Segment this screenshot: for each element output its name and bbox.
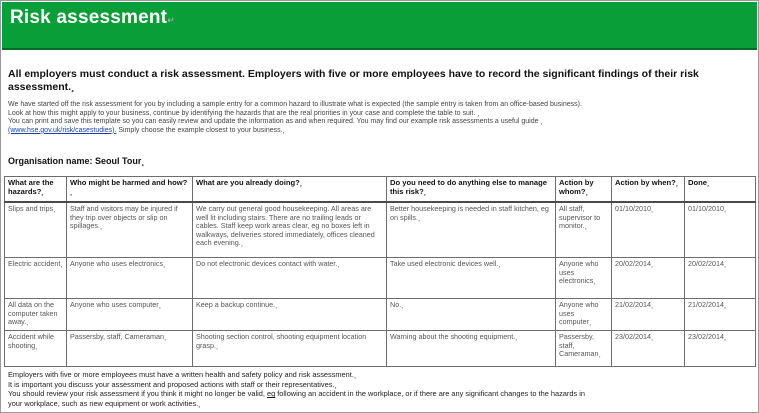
table-row [5, 299, 756, 331]
header-done: Done¸ [685, 177, 756, 203]
table-cell[interactable]: 21/02/2014¸ [612, 299, 685, 331]
footer-eg: eg [266, 389, 276, 399]
table-cell[interactable]: Staff and visitors may be injured if they trip over objects or slip on spillages.¸ [67, 202, 193, 258]
main-heading: All employers must conduct a risk assessment. Employers with five or more employees have to record the significant findings of their risk assessment.¸ [8, 68, 699, 93]
table-row [5, 331, 756, 367]
table-cell[interactable]: Take used electronic devices well.¸ [387, 258, 556, 299]
footer-line-2: It is important you discuss your assessment and proposed actions with staff or their representatives.¸ [8, 379, 337, 389]
table-cell[interactable]: Passersby, staff, Cameraman¸ [67, 331, 193, 367]
table-cell[interactable]: All data on the computer taken away.¸ [5, 299, 67, 331]
table-cell[interactable]: All staff, supervisor to monitor.¸ [556, 202, 612, 258]
intro-line-4 [8, 127, 753, 136]
footer-line-3 [8, 389, 756, 399]
table-cell[interactable]: 01/10/2010¸ [612, 202, 685, 258]
header-hazards: What are the hazards?¸ [5, 177, 67, 203]
header-action-by-whom: Action by whom?¸ [556, 177, 612, 203]
table-cell[interactable]: Anyone who uses electronics¸ [556, 258, 612, 299]
table-header-row [5, 177, 756, 203]
table-cell[interactable]: Anyone who uses computer¸ [556, 299, 612, 331]
organisation-mark: ¸ [141, 156, 145, 166]
intro-line-3: You can print and save this template so you can easily review and update the information as and when required. You may find our example risk assessments a useful guide ¸ [8, 118, 543, 126]
table-cell[interactable]: Better housekeeping is needed in staff kitchen, eg on spills.¸ [387, 202, 556, 258]
table-cell[interactable]: 21/02/2014¸ [685, 299, 756, 331]
table-row [5, 202, 756, 258]
organisation-name [8, 156, 144, 166]
table-cell[interactable]: Keep a backup continue.¸ [193, 299, 387, 331]
table-cell[interactable]: 20/02/2014¸ [685, 258, 756, 299]
document-title-text: Risk assessment [10, 7, 168, 28]
document-title [10, 7, 175, 29]
table-cell[interactable]: Shooting section control, shooting equipment location grasp.¸ [193, 331, 387, 367]
paragraph-mark: ↵ [167, 15, 175, 25]
risk-assessment-table [4, 176, 756, 367]
table-cell[interactable]: 23/02/2014¸ [612, 331, 685, 367]
header-action-by-when: Action by when?¸ [612, 177, 685, 203]
table-cell[interactable]: Do not electronic devices contact with water.¸ [193, 258, 387, 299]
table-cell[interactable]: 23/02/2014¸ [685, 331, 756, 367]
header-already-doing: What are you already doing?¸ [193, 177, 387, 203]
footer-line-3-start: You should review your risk assessment if you think it might no longer be valid, [8, 389, 267, 399]
footer-line-3-end: following an accident in the workplace, or if there are any significant changes to the hazards in [275, 389, 585, 399]
header-anything-else: Do you need to do anything else to manage this risk?¸ [387, 177, 556, 203]
intro-line-4-rest: Simply choose the example closest to your business.¸ [116, 126, 285, 134]
title-banner [2, 2, 757, 50]
footer-notes [8, 370, 756, 408]
table-cell[interactable]: Warning about the shooting equipment.¸ [387, 331, 556, 367]
table-cell[interactable]: Accident while shooting¸ [5, 331, 67, 367]
footer-line-1: Employers with five or more employees must have a written health and safety policy and risk assessment.¸ [8, 370, 357, 379]
table-cell[interactable]: 20/02/2014¸ [612, 258, 685, 299]
table-cell[interactable]: Anyone who uses electronics¸ [67, 258, 193, 299]
table-cell[interactable]: Anyone who uses computer¸ [67, 299, 193, 331]
organisation-label: Organisation name: [8, 156, 93, 166]
intro-line-1: We have started off the risk assessment for you by including a sample entry for a common hazard to illustrate what is expected (the sample entry is taken from an office-based business). [8, 101, 582, 108]
table-cell[interactable]: We carry out general good housekeeping. All areas are well lit including stairs. There are no trailing leads or cables. Staff keep work areas clear, eg no boxes left in walkways, deliveries stored immediately, offices cleaned each evening.¸ [193, 202, 387, 258]
table-cell[interactable]: No.¸ [387, 299, 556, 331]
table-cell[interactable]: Passersby, staff, Cameraman¸ [556, 331, 612, 367]
intro-line-2: Look at how this might apply to your business, continue by identifying the hazards that are the real priorities in your case and complete the table to suit. ¸ [8, 109, 480, 117]
header-who-harmed: Who might be harmed and how?¸ [67, 177, 193, 203]
footer-line-4: your workplace, such as new equipment or work activities.¸ [8, 398, 201, 408]
table-cell[interactable]: Slips and trips¸ [5, 202, 67, 258]
table-row [5, 258, 756, 299]
table-cell[interactable]: 01/10/2010¸ [685, 202, 756, 258]
casestudies-link[interactable]: (www.hse.gov.uk/risk/casestudies). [8, 126, 117, 134]
intro-paragraph [8, 101, 753, 135]
table-cell[interactable]: Electric accident¸ [5, 258, 67, 299]
organisation-value: Seoul Tour [95, 156, 142, 166]
